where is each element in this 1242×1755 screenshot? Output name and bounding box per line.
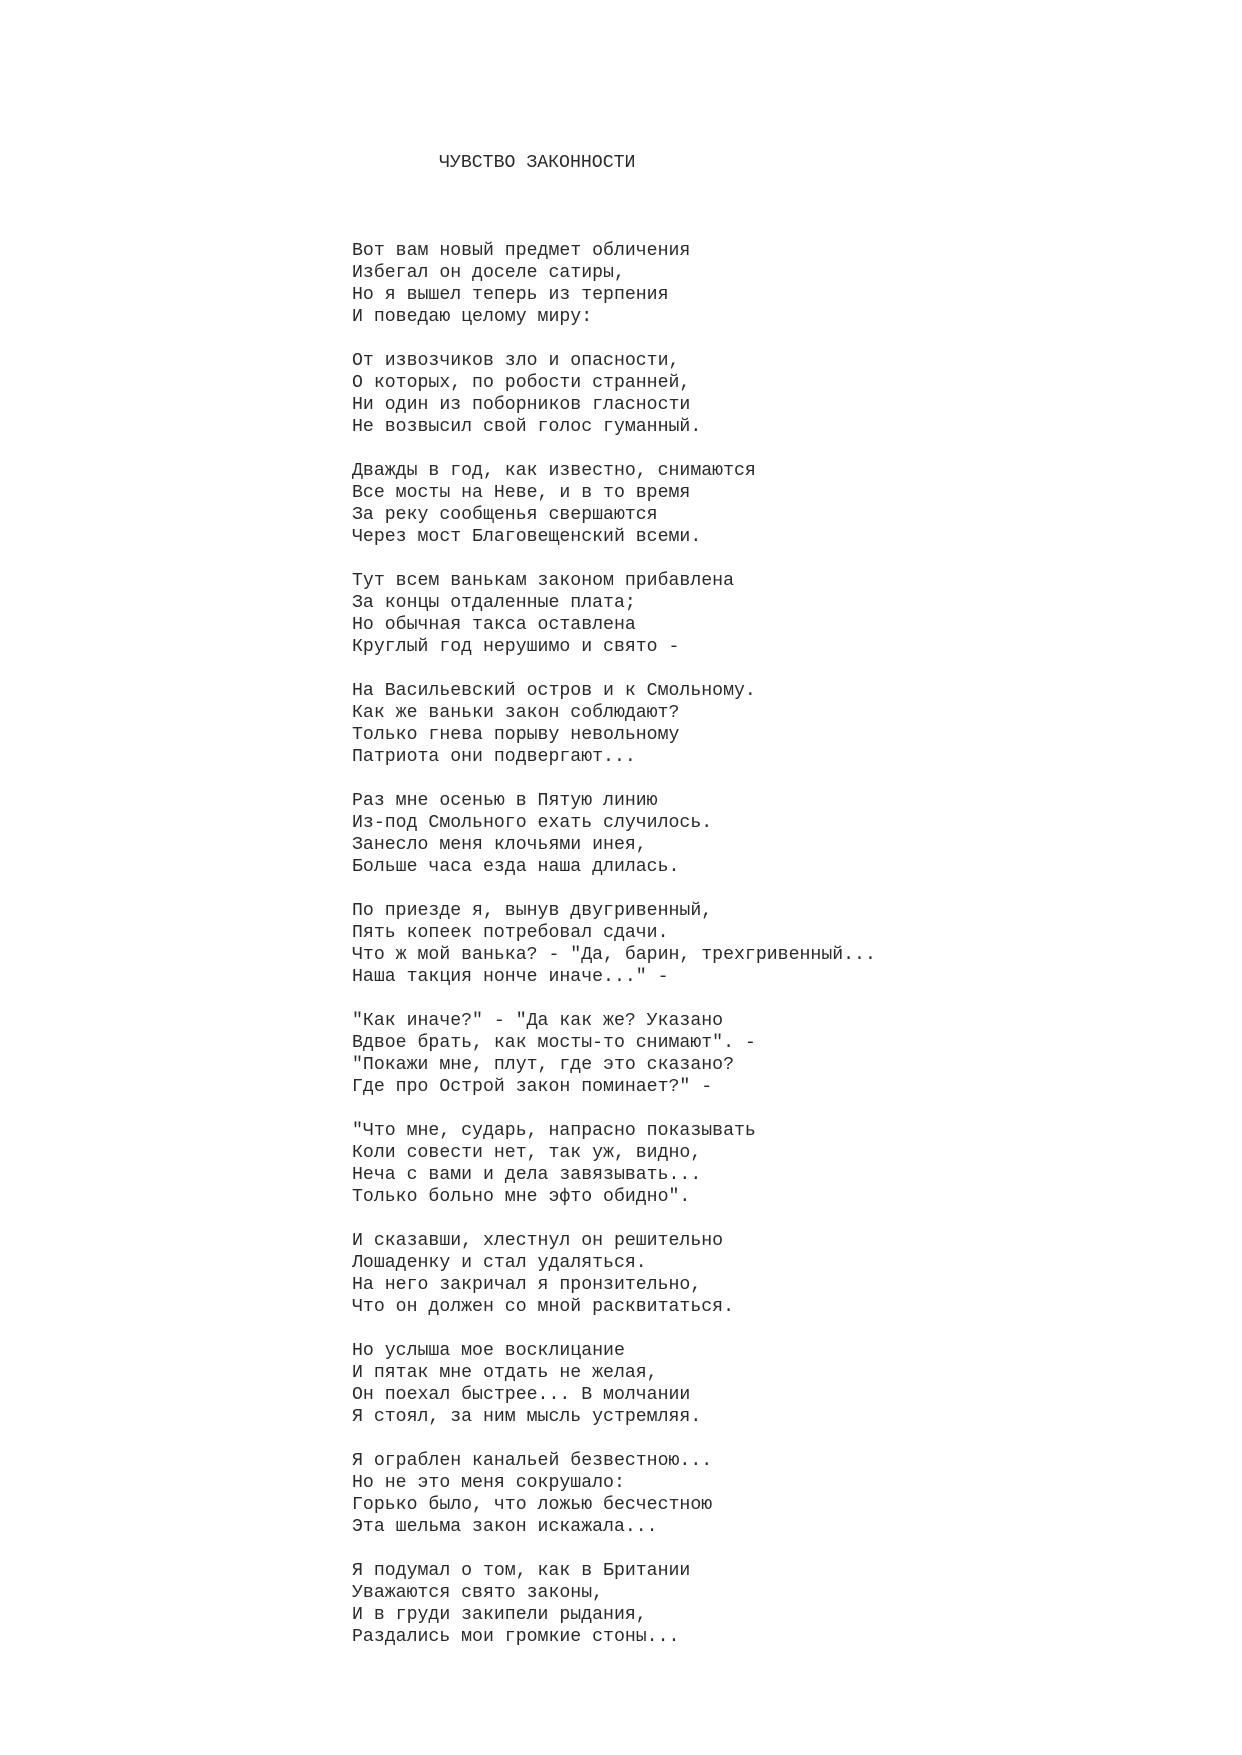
poem-line: Патриота они подвергают... — [352, 747, 636, 767]
poem-line: Что ж мой ванька? - "Да, барин, трехгривенный... — [352, 945, 876, 965]
poem-line: Я стоял, за ним мысль устремляя. — [352, 1407, 702, 1427]
poem-line: И пятак мне отдать не желая, — [352, 1363, 658, 1383]
poem-line: Наша такция нонче иначе..." - — [352, 967, 669, 987]
poem-line: Только больно мне эфто обидно". — [352, 1187, 691, 1207]
poem-line: Эта шельма закон искажала... — [352, 1517, 658, 1537]
poem-line: Горько было, что ложью бесчестною — [352, 1495, 713, 1515]
poem-title: ЧУВСТВО ЗАКОННОСТИ — [439, 153, 636, 173]
poem-line: Круглый год нерушимо и свято - — [352, 637, 680, 657]
poem-line: И сказавши, хлестнул он решительно — [352, 1231, 724, 1251]
stanza — [352, 1010, 876, 1098]
poem-line: По приезде я, вынув двугривенный, — [352, 901, 713, 921]
poem-line: Но я вышел теперь из терпения — [352, 285, 669, 305]
stanza — [352, 1340, 876, 1428]
poem-line: Из-под Смольного ехать случилось. — [352, 813, 713, 833]
stanza — [352, 350, 876, 438]
poem-line: На Васильевский остров и к Смольному. — [352, 681, 756, 701]
poem-line: Избегал он доселе сатиры, — [352, 263, 625, 283]
poem-line: Только гнева порыву невольному — [352, 725, 680, 745]
poem-line: Раз мне осенью в Пятую линию — [352, 791, 658, 811]
poem-line: Тут всем ванькам законом прибавлена — [352, 571, 734, 591]
poem-line: Как же ваньки закон соблюдают? — [352, 703, 680, 723]
poem-line: Где про Острой закон поминает?" - — [352, 1077, 713, 1097]
poem-line: Больше часа езда наша длилась. — [352, 857, 680, 877]
poem-line: Ни один из поборников гласности — [352, 395, 691, 415]
stanza — [352, 680, 876, 768]
poem-line: "Покажи мне, плут, где это сказано? — [352, 1055, 734, 1075]
poem-line: На него закричал я пронзительно, — [352, 1275, 702, 1295]
poem — [352, 108, 876, 1714]
poem-line: Лошаденку и стал удаляться. — [352, 1253, 647, 1273]
poem-line: "Что мне, сударь, напрасно показывать — [352, 1121, 756, 1141]
poem-line: Что он должен со мной расквитаться. — [352, 1297, 734, 1317]
poem-line: Не возвысил свой голос гуманный. — [352, 417, 702, 437]
poem-line: "Как иначе?" - "Да как же? Указано — [352, 1011, 724, 1031]
poem-line: Коли совести нет, так уж, видно, — [352, 1143, 702, 1163]
stanza — [352, 460, 876, 548]
stanza — [352, 1560, 876, 1648]
poem-line: Дважды в год, как известно, снимаются — [352, 461, 756, 481]
stanza — [352, 1120, 876, 1208]
poem-line: Но не это меня сокрушало: — [352, 1473, 625, 1493]
poem-line: От извозчиков зло и опасности, — [352, 351, 680, 371]
poem-body — [352, 240, 876, 1648]
poem-line: За концы отдаленные плата; — [352, 593, 636, 613]
poem-line: Неча с вами и дела завязывать... — [352, 1165, 702, 1185]
poem-line: О которых, по робости странней, — [352, 373, 691, 393]
poem-line: Пять копеек потребовал сдачи. — [352, 923, 669, 943]
poem-line: И в груди закипели рыдания, — [352, 1605, 647, 1625]
poem-line: Уважаются свято законы, — [352, 1583, 604, 1603]
stanza — [352, 900, 876, 988]
stanza — [352, 1450, 876, 1538]
poem-line: Вдвое брать, как мосты-то снимают". - — [352, 1033, 756, 1053]
poem-line: Вот вам новый предмет обличения — [352, 241, 691, 261]
poem-line: Он поехал быстрее... В молчании — [352, 1385, 691, 1405]
stanza — [352, 570, 876, 658]
poem-line: Я ограблен канальей безвестною... — [352, 1451, 713, 1471]
stanza — [352, 790, 876, 878]
poem-line: Но обычная такса оставлена — [352, 615, 636, 635]
poem-line: И поведаю целому миру: — [352, 307, 593, 327]
poem-line: Все мосты на Неве, и в то время — [352, 483, 691, 503]
poem-line: Раздались мои громкие стоны... — [352, 1627, 680, 1647]
poem-line: Через мост Благовещенский всеми. — [352, 527, 702, 547]
poem-line: Я подумал о том, как в Британии — [352, 1561, 691, 1581]
stanza — [352, 240, 876, 328]
poem-line: Но услыша мое восклицание — [352, 1341, 625, 1361]
poem-line: За реку сообщенья свершаются — [352, 505, 658, 525]
stanza — [352, 1230, 876, 1318]
poem-line: Занесло меня клочьями инея, — [352, 835, 647, 855]
